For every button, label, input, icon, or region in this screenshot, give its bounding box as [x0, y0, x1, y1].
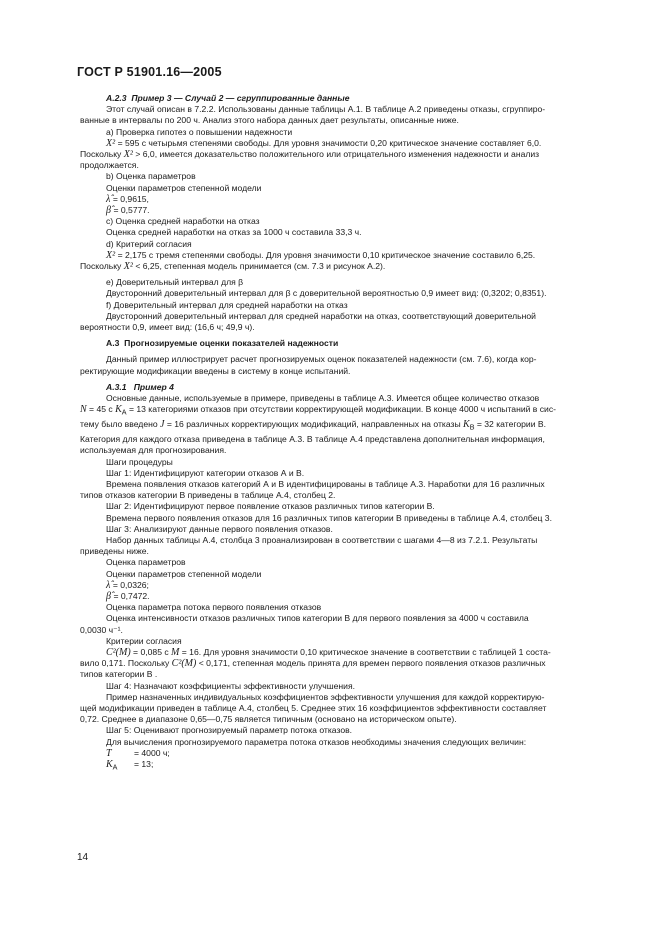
paragraph: тему было введено J = 16 различных корректирующих модификаций, направленных на отказы $K_B = 32$ категории В. [80, 419, 546, 432]
paragraph: типов категории В . [80, 669, 158, 680]
page-number: 14 [77, 852, 89, 863]
formula-line: T = 4000 ч; [106, 747, 170, 759]
paragraph: Пример назначенных индивидуальных коэффициентов эффективности улучшения для каждой корректирую- [106, 691, 545, 702]
paragraph: типов отказов категории В приведены в таблице А.4, столбец 2. [80, 490, 336, 501]
paragraph: Оценка средней наработки на отказ за 1000 ч составила 33,3 ч. [106, 227, 362, 238]
formula-line: β̂ = 0,7472. [106, 590, 150, 602]
paragraph: Данный пример иллюстрирует расчет прогнозируемых оценок показателей надежности (см. 7.6), когда кор- [106, 354, 537, 365]
step-line: Шаг 3: Анализируют данные первого появления отказов. [106, 523, 333, 534]
paragraph: Категория для каждого отказа приведена в таблице А.3. В таблице А.4 представлена дополнительная информация, [80, 434, 545, 445]
paragraph: Набор данных таблицы А.4, столбца 3 проанализирован в соответствии с шагами 4—8 из 7.2.1. Результаты [106, 534, 538, 545]
paragraph: Основные данные, используемые в примере, приведены в таблице А.3. Имеется общее количество отказов [106, 393, 540, 404]
step-line: Шаг 4: Назначают коэффициенты эффективности улучшения. [106, 680, 356, 691]
document-body [80, 93, 588, 774]
formula-line: X² = 2,175 с тремя степенями свободы. Для уровня значимости 0,10 критическое значение составило 6,25. [106, 249, 536, 261]
paragraph: щей модификации приведен в таблице А.4, столбец 5. Среднее этих 16 коэффициентов эффективности составляет [80, 703, 547, 713]
paragraph: вило 0,171. Поскольку C²(M) < 0,171, степенная модель принята для времен первого появления отказов различных [80, 658, 546, 670]
paragraph: Оценки параметров степенной модели [106, 568, 262, 579]
paragraph: Оценки параметров степенной модели [106, 182, 262, 193]
paragraph: Оценка параметра потока первого появления отказов [106, 602, 322, 613]
paragraph: Двусторонний доверительный интервал для средней наработки на отказ, соответствующий доверительной [106, 310, 536, 321]
list-item: а) Проверка гипотез о повышении надежности [106, 126, 293, 137]
list-item: е) Доверительный интервал для β [106, 277, 244, 288]
formula-line: λ̂ = 0,0326; [106, 579, 149, 591]
paragraph: Двусторонний доверительный интервал для β с доверительной вероятностью 0,9 имеет вид: (0,3202; 0,8351). [106, 288, 547, 299]
paragraph: продолжается. [80, 160, 139, 171]
paragraph: 0,0030 ч⁻¹. [80, 624, 123, 635]
paragraph: используемая для прогнозирования. [80, 445, 227, 456]
paragraph: Критерии согласия [106, 635, 182, 646]
list-item: с) Оценка средней наработки на отказ [106, 216, 260, 227]
step-line: Шаг 1: Идентифицируют категории отказов А и В. [106, 467, 305, 478]
paragraph: Времена появления отказов категорий А и В идентифицированы в таблице А.3. Наработки для 16 различных [106, 478, 545, 489]
paragraph: ванные в интервалы по 200 ч. Анализ этого набора данных дает результаты, описанные ниже. [80, 115, 459, 126]
paragraph: Времена первого появления отказов для 16 различных типов категории В приведены в таблице А.4, столбец 3. [106, 512, 552, 523]
paragraph: Поскольку X² > 6,0, имеется доказательство положительного или отрицательного изменения надежности и анализ [80, 149, 540, 161]
formula-line: λ̂ = 0,9615, [106, 193, 149, 205]
paragraph: Этот случай описан в 7.2.2. Использованы данные таблицы А.1. В таблице А.2 приведены отказы, сгруппиро- [106, 104, 546, 115]
paragraph: Шаги процедуры [106, 456, 173, 467]
paragraph: Поскольку X² < 6,25, степенная модель принимается (см. 7.3 и рисунок А.2). [80, 261, 386, 273]
paragraph: 0,72. Среднее в диапазоне 0,65—0,75 является типичным (основано на историческом опыте). [80, 714, 457, 725]
list-item: b) Оценка параметров [106, 171, 196, 182]
section-heading-a3: А.3 Прогнозируемые оценки показателей надежности [106, 338, 339, 349]
formula-line: C²(M) = 0,085 с M = 16. Для уровня значимости 0,10 критическое значение в соответствии с таблицей 1 соста- [106, 646, 551, 658]
section-heading-a31: А.3.1 Пример 4 [106, 381, 174, 392]
paragraph: Для вычисления прогнозируемого параметра потока отказов необходимы значения следующих величин: [106, 736, 527, 747]
formula-line: $K_A = 13$; [106, 759, 154, 772]
paragraph: N = 45 с $K_A = 13$ категориями отказов при отсутствии корректирующей модификации. В конце 4000 ч испытаний в сис- [80, 404, 557, 417]
section-heading-a23: A.2.3 Пример 3 — Случай 2 — сгруппированные данные [106, 93, 350, 103]
document-header: ГОСТ Р 51901.16—2005 [77, 65, 222, 79]
step-line: Шаг 5: Оценивают прогнозируемый параметр потока отказов. [106, 725, 353, 736]
paragraph: вероятности 0,9, имеет вид: (16,6 ч; 49,9 ч). [80, 322, 255, 333]
formula-line: β̂ = 0,5777. [106, 205, 150, 217]
formula-line: X² = 595 с четырьмя степенями свободы. Для уровня значимости 0,20 критическое значение составляет 6,0. [106, 137, 542, 149]
paragraph: приведены ниже. [80, 546, 149, 557]
list-item: f) Доверительный интервал для средней наработки на отказ [106, 299, 348, 310]
step-line: Шаг 2: Идентифицируют первое появление отказов различных типов категории В. [106, 501, 435, 512]
paragraph: Оценка интенсивности отказов различных типов категории В для первого появления за 4000 ч составила [106, 613, 529, 624]
paragraph: Оценка параметров [106, 557, 186, 568]
paragraph: ректирующие модификации введены в систему в конце испытаний. [80, 365, 351, 376]
list-item: d) Критерий согласия [106, 238, 192, 249]
